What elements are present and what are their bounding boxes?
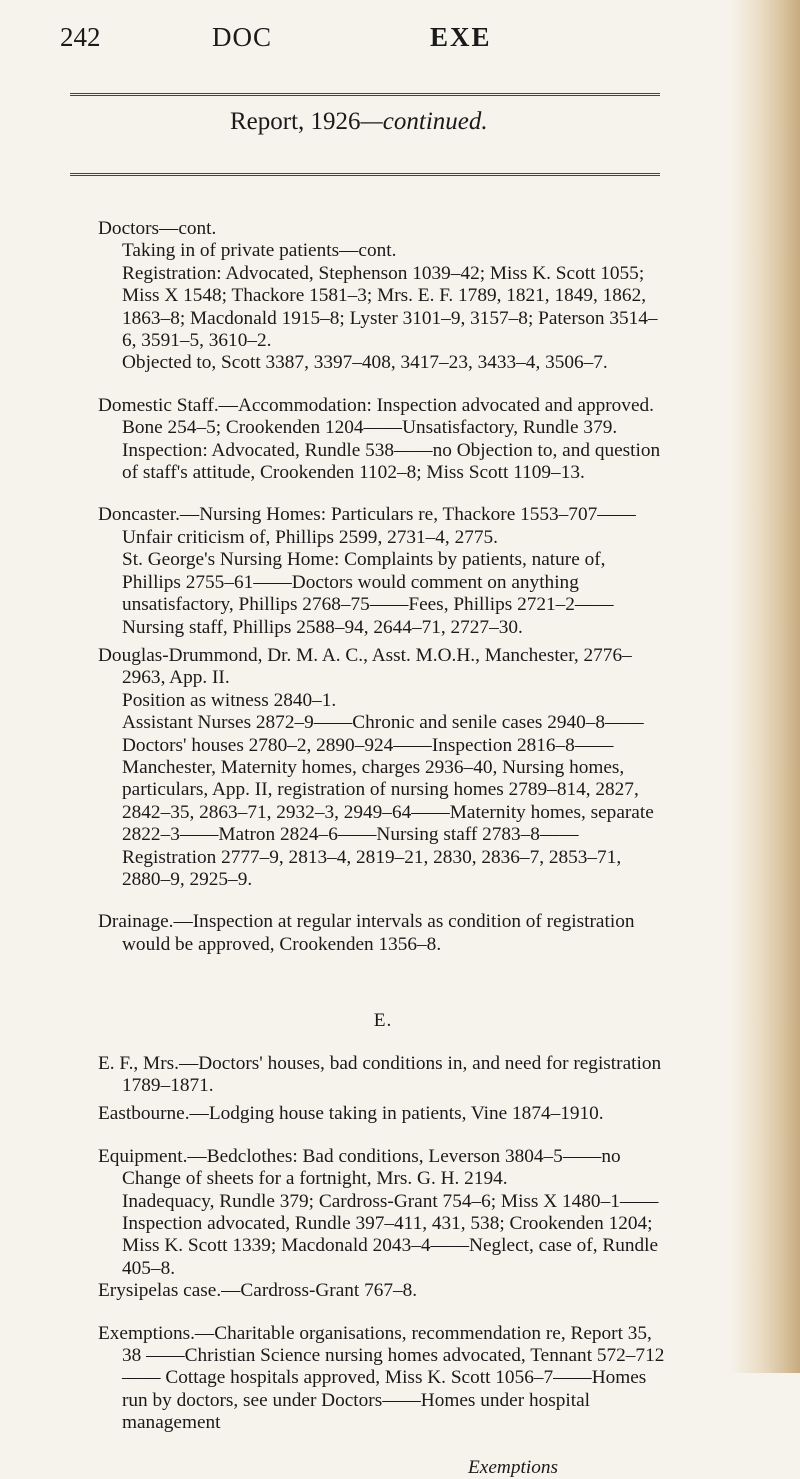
title-regular: Report, 1926: [230, 108, 361, 135]
header-right-word: EXE: [430, 22, 492, 52]
page-number: 242: [60, 22, 101, 52]
entry-taking-in: Taking in of private patients—cont.: [122, 240, 397, 262]
entry-exemptions: Exemptions.—Charitable organisations, recommendation re, Report 35, 38 ——Christian Science nursing homes advocated, Tennant 572–712—— Cottage hospitals approved, Miss K. Scott 1056–7——Homes run by doctors, see under Doctors——Homes under hospital management: [98, 1322, 665, 1434]
entry-assistant-nurses: Assistant Nurses 2872–9——Chronic and senile cases 2940–8—— Doctors' houses 2780–2, 2890–924——Inspection 2816–8——Manchester, Maternity homes, charges 2936–40, Nursing homes, particulars, App. II, registration of nursing homes 2789–814, 2827, 2842–35, 2863–71, 2932–3, 2949–64——Maternity homes, separate 2822–3——Matron 2824–6——Nursing staff 2783–8——Registration 2777–9, 2813–4, 2819–21, 2830, 2836–7, 2853–71, 2880–9, 2925–9.: [122, 712, 654, 890]
entry-equipment: Equipment.—Bedclothes: Bad conditions, Leverson 3804–5——no Change of sheets for a fortnight, Mrs. G. H. 2194.: [98, 1145, 621, 1190]
running-header: [60, 22, 660, 62]
entry-erysipelas: Erysipelas case.—Cardross-Grant 767–8.: [98, 1280, 418, 1302]
entry-position-witness: Position as witness 2840–1.: [122, 689, 337, 711]
bottom-rule: [70, 173, 660, 176]
header-left-word: DOC: [212, 22, 273, 52]
section-letter-e: E.: [373, 1010, 393, 1032]
top-rule: [70, 93, 660, 96]
entry-inadequacy: Inadequacy, Rundle 379; Cardross-Grant 754–6; Miss X 1480–1—— Inspection advocated, Rundle 397–411, 431, 538; Crookenden 1204; Miss K. Scott 1339; Macdonald 2043–4——Neglect, case of, Rundle 405–8.: [122, 1190, 659, 1279]
entry-registration: Registration: Advocated, Stephenson 1039–42; Miss K. Scott 1055; Miss X 1548; Thackore 1581–3; Mrs. E. F. 1789, 1821, 1849, 1862, 1863–8; Macdonald 1915–8; Lyster 3101–9, 3157–8; Paterson 3514–6, 3591–5, 3610–2.: [122, 262, 658, 352]
catchword: Exemptions: [468, 1456, 558, 1478]
entry-douglas-drummond: Douglas-Drummond, Dr. M. A. C., Asst. M.O.H., Manchester, 2776–2963, App. II.: [98, 644, 632, 689]
entry-inspection: Inspection: Advocated, Rundle 538——no Objection to, and question of staff's attitude, Crookenden 1102–8; Miss Scott 1109–13.: [122, 439, 661, 484]
entry-ef-mrs: E. F., Mrs.—Doctors' houses, bad conditions in, and need for registration 1789–1871.: [98, 1052, 662, 1096]
entry-eastbourne: Eastbourne.—Lodging house taking in patients, Vine 1874–1910.: [98, 1103, 604, 1125]
page-edge-shadow: [730, 0, 800, 1373]
index-content: [98, 218, 668, 1479]
title-italic: —continued.: [360, 108, 488, 135]
entry-domestic-staff: Domestic Staff.—Accommodation: Inspection advocated and approved. Bone 254–5; Crookenden 1204——Unsatisfactory, Rundle 379.: [98, 394, 654, 439]
page-title: [230, 108, 488, 136]
entry-objected: Objected to, Scott 3387, 3397–408, 3417–23, 3433–4, 3506–7.: [122, 352, 608, 374]
entry-drainage: Drainage.—Inspection at regular intervals as condition of registration would be approved, Crookenden 1356–8.: [98, 911, 635, 955]
entry-st-georges: St. George's Nursing Home: Complaints by patients, nature of, Phillips 2755–61——Doctors would comment on anything unsatisfactory, Phillips 2768–75——Fees, Phillips 2721–2——Nursing staff, Phillips 2588–94, 2644–71, 2727–30.: [122, 549, 614, 638]
entry-doncaster: Doncaster.—Nursing Homes: Particulars re, Thackore 1553–707—— Unfair criticism of, Phillips 2599, 2731–4, 2775.: [98, 504, 636, 548]
entry-doctors-cont: Doctors—cont.: [98, 218, 217, 239]
